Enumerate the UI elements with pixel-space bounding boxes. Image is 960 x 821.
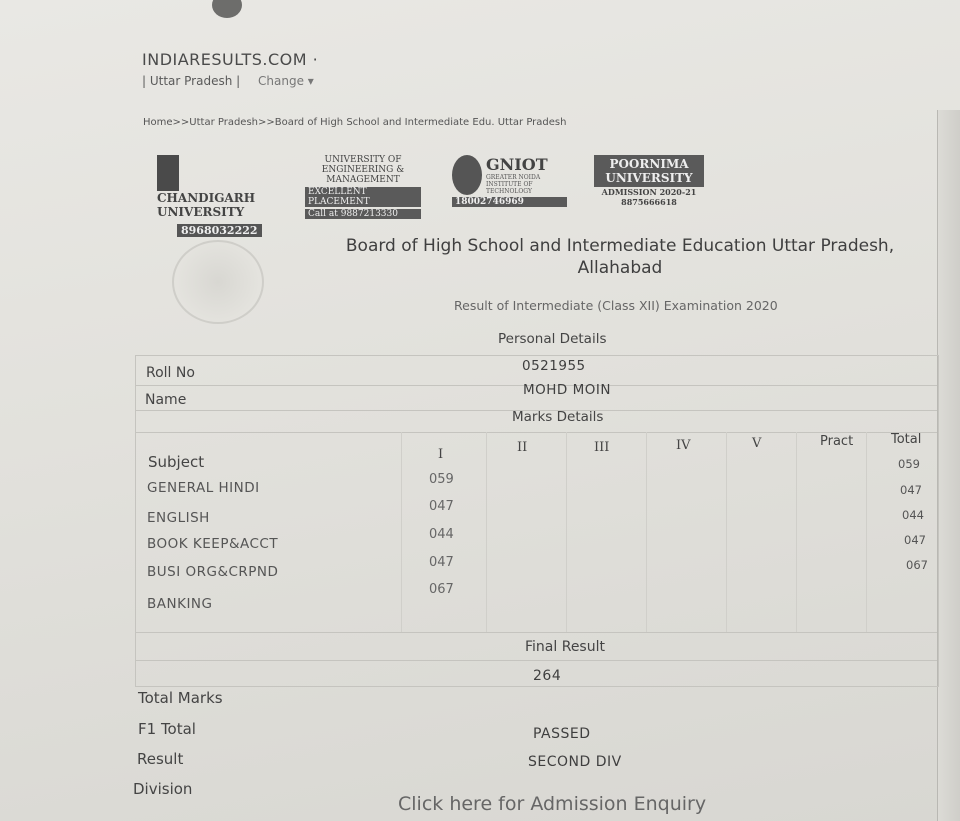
ad-phone: 8875666618 bbox=[621, 197, 677, 207]
exam-title: Result of Intermediate (Class XII) Examination 2020 bbox=[454, 298, 778, 313]
divider bbox=[135, 660, 937, 661]
ad-title: GNIOT bbox=[486, 155, 548, 174]
col-divider bbox=[796, 432, 797, 632]
col-divider bbox=[486, 432, 487, 632]
col-divider bbox=[646, 432, 647, 632]
col-divider bbox=[726, 432, 727, 632]
ad-chandigarh-university[interactable] bbox=[157, 155, 275, 238]
gniot-logo-icon bbox=[452, 155, 482, 195]
ad-title: POORNIMA UNIVERSITY bbox=[594, 155, 704, 187]
subject-name: BOOK KEEP&ACCT bbox=[147, 536, 279, 552]
personal-details-heading: Personal Details bbox=[498, 331, 607, 347]
division-value: SECOND DIV bbox=[528, 754, 622, 770]
mark-total: 044 bbox=[902, 508, 924, 522]
ad-phone: 8968032222 bbox=[177, 224, 262, 237]
ad-uem[interactable] bbox=[305, 155, 421, 219]
roll-no-value: 0521955 bbox=[522, 358, 586, 374]
col-divider bbox=[566, 432, 567, 632]
ad-tag: EXCELLENT PLACEMENT bbox=[305, 187, 421, 207]
marks-details-heading: Marks Details bbox=[512, 409, 604, 425]
paper-edge bbox=[937, 110, 960, 821]
ad-phone: 18002746969 bbox=[452, 197, 567, 207]
ad-title: CHANDIGARH UNIVERSITY bbox=[157, 191, 256, 219]
ad-admission: ADMISSION 2020-21 bbox=[601, 187, 697, 197]
mark-total: 047 bbox=[900, 483, 922, 497]
state-label: | Uttar Pradesh | bbox=[142, 74, 241, 88]
mark-I: 047 bbox=[429, 555, 454, 570]
col-header-II: II bbox=[517, 440, 528, 455]
mark-I: 044 bbox=[429, 527, 454, 542]
result-label: Result bbox=[137, 750, 184, 768]
breadcrumb[interactable]: Home>>Uttar Pradesh>>Board of High School and Intermediate Edu. Uttar Pradesh bbox=[143, 117, 567, 128]
col-header-IV: IV bbox=[676, 438, 691, 453]
admission-enquiry-link[interactable]: Click here for Admission Enquiry bbox=[398, 793, 707, 815]
ad-poornima[interactable] bbox=[594, 155, 704, 207]
board-title: Board of High School and Intermediate Education Uttar Pradesh, Allahabad bbox=[345, 236, 895, 278]
name-label: Name bbox=[145, 392, 187, 408]
col-divider bbox=[401, 432, 402, 632]
subject-name: ENGLISH bbox=[147, 510, 210, 526]
cu-logo-icon bbox=[157, 155, 179, 191]
subject-name: GENERAL HINDI bbox=[147, 480, 260, 496]
col-header-total: Total bbox=[891, 432, 922, 447]
divider bbox=[135, 632, 937, 633]
change-state-link[interactable]: Change ▾ bbox=[258, 74, 314, 88]
subject-name: BANKING bbox=[147, 596, 213, 612]
mark-total: 067 bbox=[906, 558, 928, 572]
ad-subtitle: GREATER NOIDA INSTITUTE OF TECHNOLOGY bbox=[486, 174, 541, 195]
mark-I: 067 bbox=[429, 582, 454, 597]
divider bbox=[135, 432, 937, 433]
division-label: Division bbox=[133, 780, 193, 798]
col-header-III: III bbox=[594, 440, 610, 455]
total-marks-value: 264 bbox=[533, 668, 562, 684]
col-header-subject: Subject bbox=[148, 453, 205, 471]
state-selector bbox=[142, 74, 314, 88]
total-marks-label: Total Marks bbox=[138, 689, 223, 707]
col-header-V: V bbox=[752, 436, 762, 451]
ad-title: UNIVERSITY OF ENGINEERING & MANAGEMENT bbox=[321, 155, 405, 185]
ad-phone: Call at 9887213330 bbox=[305, 209, 421, 219]
mark-total: 059 bbox=[898, 457, 920, 471]
mark-total: 047 bbox=[904, 533, 926, 547]
col-header-I: I bbox=[438, 447, 444, 462]
result-value: PASSED bbox=[533, 726, 591, 742]
f1-total-label: F1 Total bbox=[138, 720, 196, 738]
result-table bbox=[135, 355, 939, 687]
subject-name: BUSI ORG&CRPND bbox=[147, 564, 279, 580]
col-header-pract: Pract bbox=[820, 434, 854, 449]
mark-I: 047 bbox=[429, 499, 454, 514]
site-logo[interactable]: INDIARESULTS.COM · bbox=[142, 50, 319, 69]
final-result-heading: Final Result bbox=[525, 639, 605, 655]
col-divider bbox=[866, 432, 867, 632]
board-seal-icon bbox=[172, 240, 264, 324]
roll-no-label: Roll No bbox=[146, 365, 195, 381]
name-value: MOHD MOIN bbox=[523, 382, 611, 398]
ad-gniot[interactable] bbox=[452, 155, 567, 207]
mark-I: 059 bbox=[429, 472, 454, 487]
